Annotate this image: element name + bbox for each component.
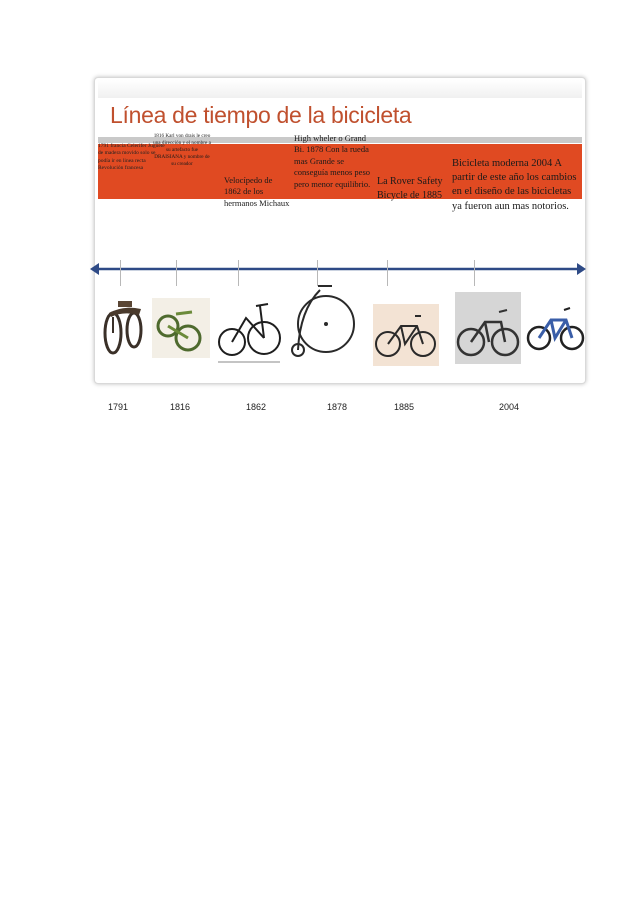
year-label-1885: 1885: [394, 402, 415, 412]
slide-top-gradient: [98, 80, 582, 98]
tick-1885: [387, 260, 388, 286]
celerifere-bike-image: [101, 297, 145, 357]
high-wheeler-bike-image: [290, 280, 356, 364]
modern-bike-image: [455, 292, 521, 364]
year-label-1862: 1862: [246, 402, 267, 412]
rover-safety-bike-image: [373, 304, 439, 366]
entry-1791-text: 1791 francia Celerífer Juguete de madera movido solo se podía ir en linea recta Revolución francesa: [98, 143, 165, 172]
entry-1878-text: High wheler o Grand Bi. 1878 Con la rueda mas Grande se conseguía menos peso pero menor equilibrio.: [294, 133, 371, 189]
velocipede-bike-image: [216, 298, 282, 364]
year-label-1816: 1816: [170, 402, 191, 412]
year-label-1791: 1791: [108, 402, 129, 412]
draisine-bike-image: [152, 298, 210, 358]
tick-1816: [176, 260, 177, 286]
entry-1885-text: La Rover Safety Bicycle de 1885: [377, 176, 443, 201]
year-label-1878: 1878: [327, 402, 348, 412]
tick-1791: [120, 260, 121, 286]
entry-2004-text: Bicicleta moderna 2004 A partir de este año los cambios en el diseño de las bicicletas ya fueron aun mas notorios.: [452, 158, 577, 212]
tick-1862: [238, 260, 239, 286]
timeline-axis: [90, 262, 586, 276]
year-label-2004: 2004: [499, 402, 520, 412]
entry-1862-text: Velocípedo de 1862 de los hermanos Michaux: [224, 175, 290, 208]
slide-title: Línea de tiempo de la bicicleta: [110, 102, 412, 128]
modern-blue-bike-image: [526, 300, 586, 358]
tick-2004: [474, 260, 475, 286]
entry-1816-text: 1816 Karl von drais le creo una dirección y el nombre a su artefacto fue DRAISIANA y nombre de su creador: [153, 133, 211, 168]
